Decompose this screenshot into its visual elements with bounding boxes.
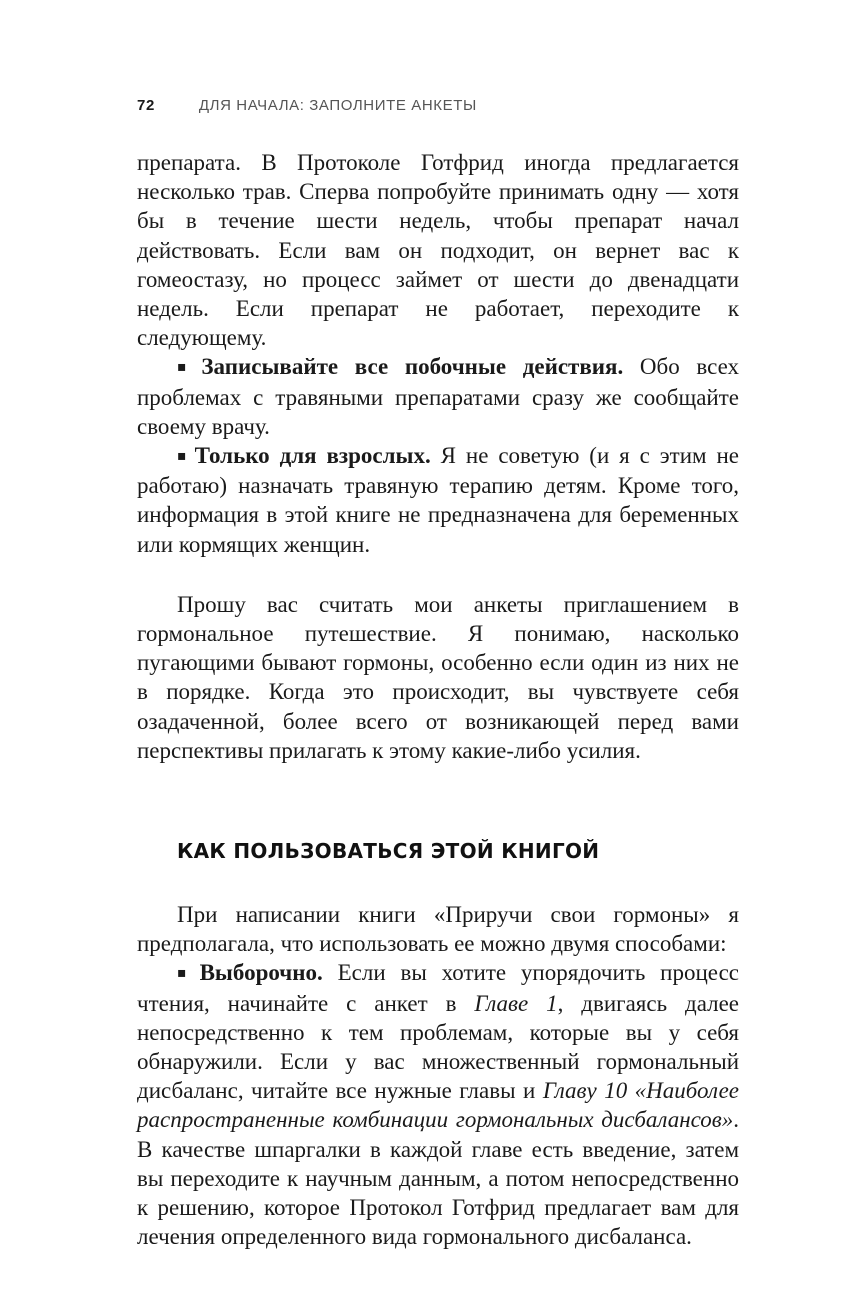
bullet-text-part: , двигаясь далее непосредственно к тем проблемам, которые вы у себя обнаружили. Если у вас множественный гормональный дисбаланс, читайте все нужные главы и bbox=[137, 990, 739, 1104]
page-number: 72 bbox=[137, 97, 155, 114]
bullet-text-part: Если вы хотите упорядочить процесс чтения, начинайте с анкет в bbox=[137, 960, 739, 1016]
running-head bbox=[137, 97, 477, 114]
section-intro: При написании книги «Приручи свои гормоны» я предполагала, что использовать ее можно двумя способами: bbox=[137, 902, 739, 957]
bullet-square-icon: ▪ bbox=[177, 359, 198, 376]
bullet-side-effects bbox=[137, 352, 739, 441]
bullet-text-part: . В качестве шпаргалки в каждой главе есть введение, затем вы переходите к научным данным, а потом непосредственно к решению, которое Протокол Готфрид предлагает вам для лечения определенного вида гормонального дисбаланса. bbox=[137, 1107, 739, 1250]
chapter-reference: Главе 1 bbox=[474, 990, 558, 1016]
bullet-text: Обо всех проблемах с травяными препаратами сразу же сообщайте своему врачу. bbox=[137, 354, 740, 439]
heading-spacer bbox=[137, 866, 739, 900]
section-heading: КАК ПОЛЬЗОВАТЬСЯ ЭТОЙ КНИГОЙ bbox=[177, 839, 600, 864]
section-spacer bbox=[137, 765, 739, 837]
bullet-square-icon: ▪ bbox=[177, 448, 191, 465]
bullet-adults-only bbox=[137, 441, 739, 559]
body-text bbox=[137, 148, 739, 1252]
bullet-lead: Выборочно. bbox=[199, 960, 323, 986]
bullet-lead: Записывайте все побочные действия. bbox=[201, 354, 624, 380]
bullet-selective bbox=[137, 958, 739, 1251]
running-title: ДЛЯ НАЧАЛА: ЗАПОЛНИТЕ АНКЕТЫ bbox=[198, 97, 477, 114]
paragraph-spacer bbox=[137, 559, 739, 590]
paragraph-continuation: препарата. В Протоколе Готфрид иногда предлагается несколько трав. Сперва попробуйте принимать одну — хотя бы в течение шести недель, чтобы препарат начал действовать. Если вам он подходит, он вернет вас к гомеостазу, но процесс займет от шести до двенадцати недель. Если препарат не работает, переходите к следующему. bbox=[137, 150, 739, 351]
bullet-text: Я не советую (и я с этим не работаю) назначать травяную терапию детям. Кроме того, информация в этой книге не предназначена для беременных или кормящих женщин. bbox=[137, 443, 739, 557]
bullet-lead: Только для взрослых. bbox=[194, 443, 431, 469]
bullet-square-icon: ▪ bbox=[177, 965, 196, 982]
paragraph-invitation: Прошу вас считать мои анкеты приглашением в гормональное путешествие. Я понимаю, насколько пугающими бывают гормоны, особенно если один из них не в порядке. Когда это происходит, вы чувствуете себя озадаченной, более всего от возникающей перед вами перспективы прилагать к этому какие-либо усилия. bbox=[137, 591, 739, 763]
chapter-reference: Главу 10 «Наиболее распространенные комбинации гормональных дисбалансов» bbox=[137, 1078, 739, 1133]
